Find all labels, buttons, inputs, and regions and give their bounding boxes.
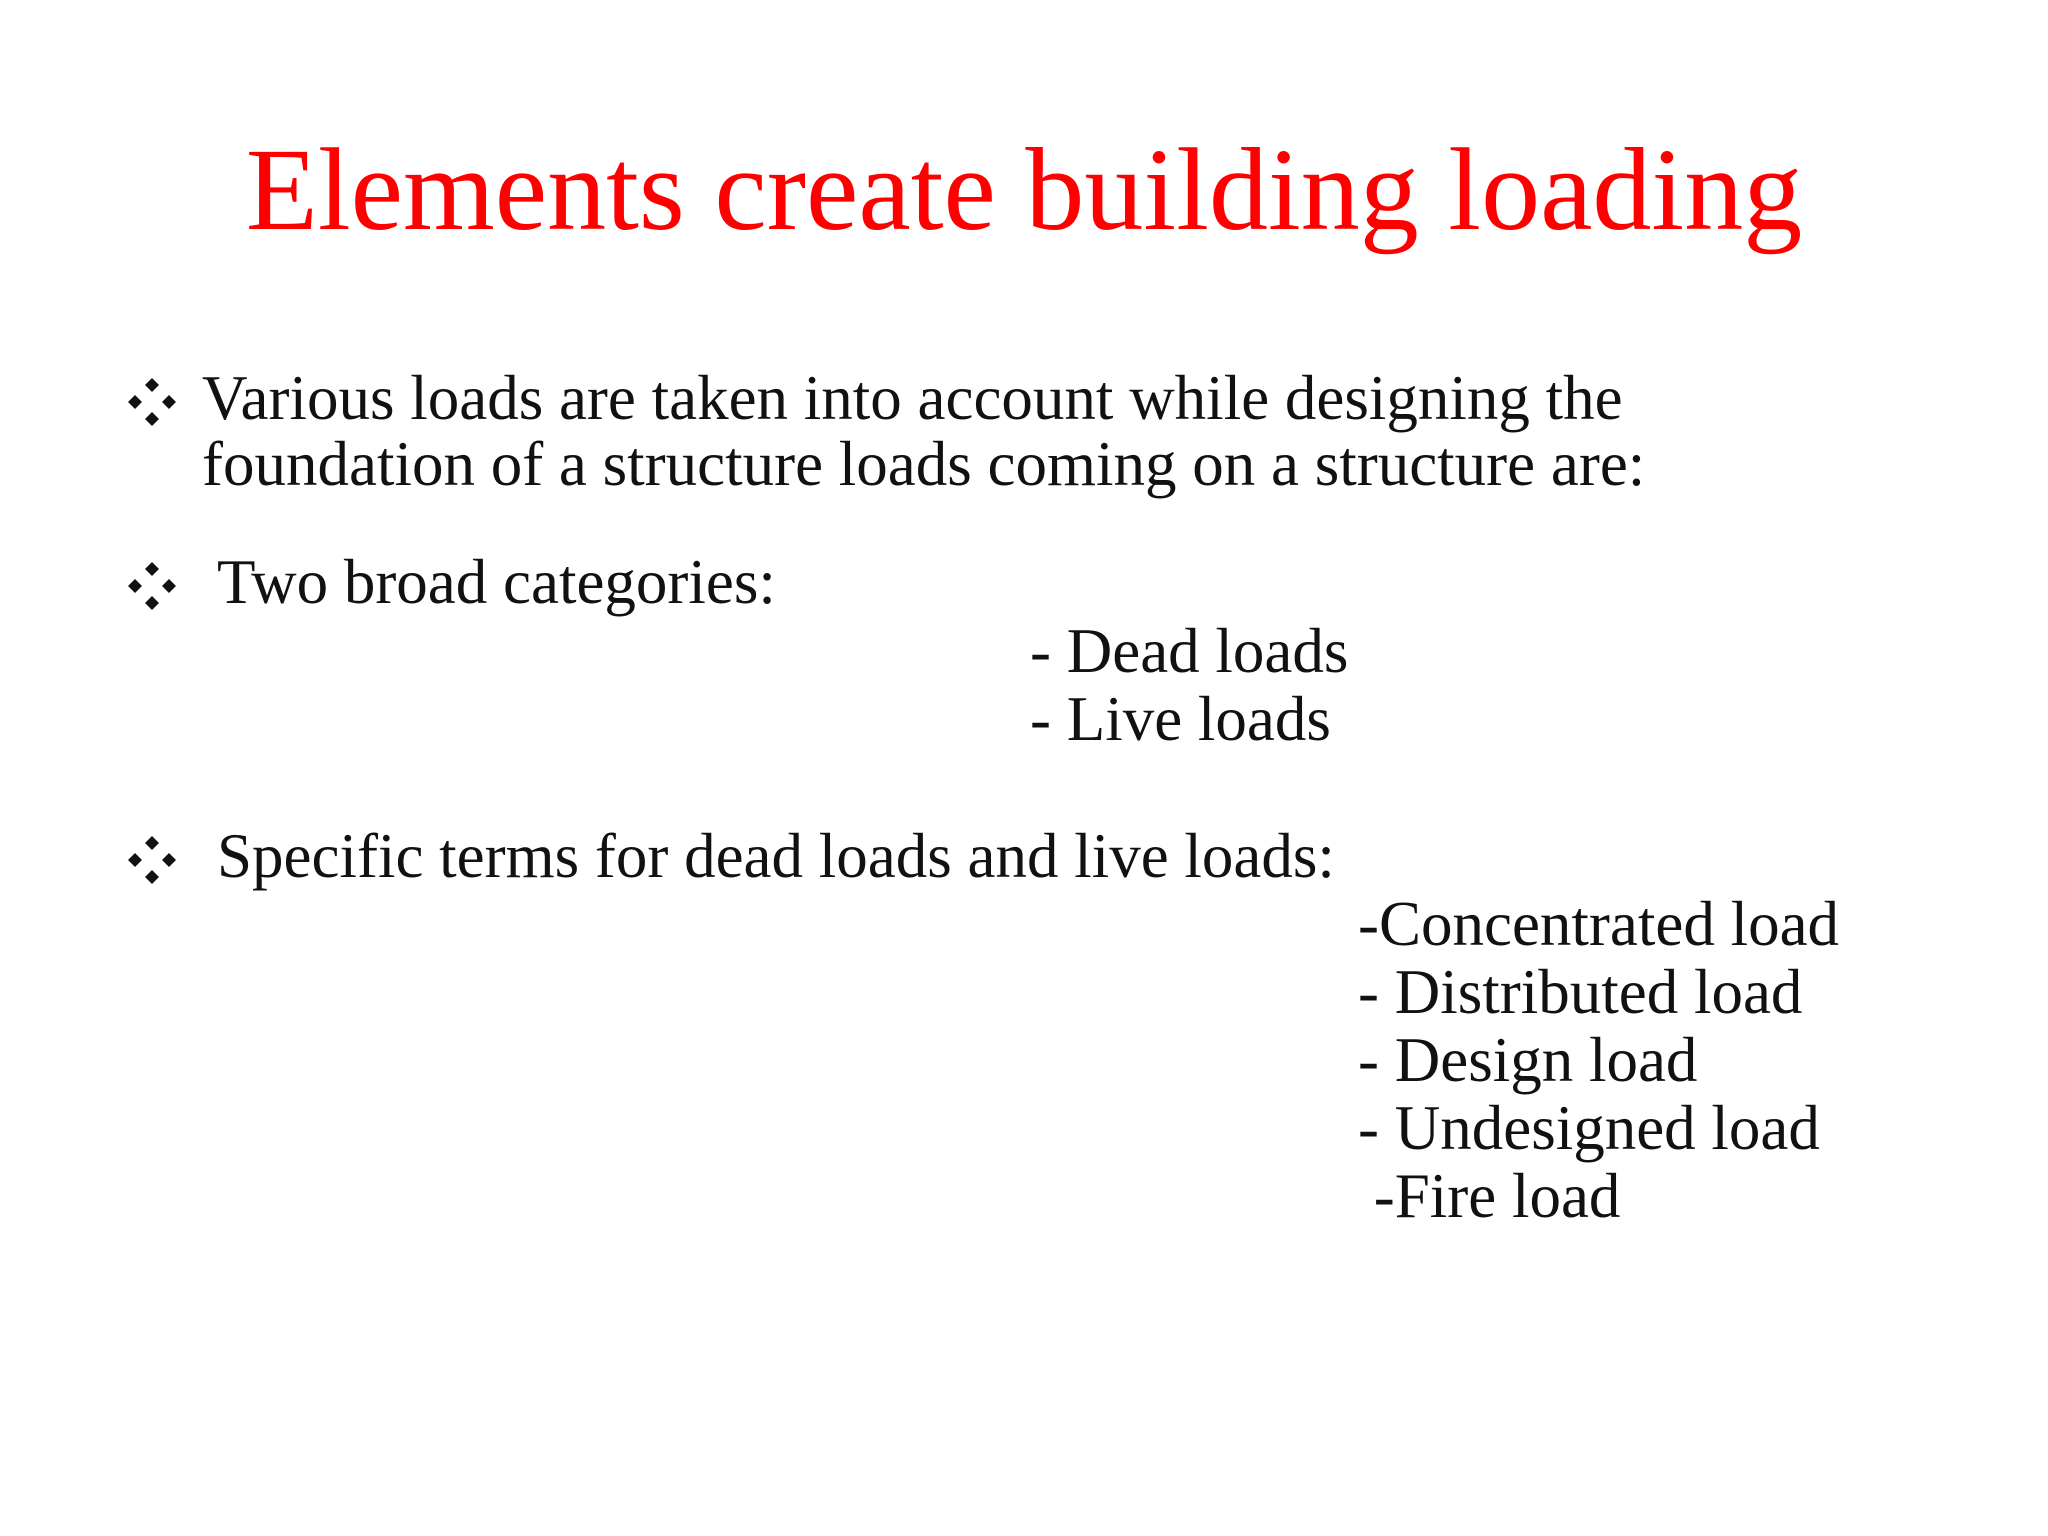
subitem-dead-loads: - Dead loads <box>1030 616 1349 686</box>
subitem-concentrated-load: -Concentrated load <box>1358 889 1840 959</box>
bullet-1-line-2: foundation of a structure loads coming on a structure are: <box>202 429 1646 499</box>
subitem-design-load: - Design load <box>1358 1025 1698 1095</box>
four-diamond-bullet-icon <box>126 376 178 428</box>
subitem-distributed-load: - Distributed load <box>1358 957 1803 1027</box>
bullet-3-line-1: Specific terms for dead loads and live loads: <box>217 821 1335 891</box>
subitem-live-loads: - Live loads <box>1030 684 1331 754</box>
subitem-undesigned-load: - Undesigned load <box>1358 1093 1820 1163</box>
slide-title: Elements create building loading <box>245 124 1803 255</box>
bullet-1-line-1: Various loads are taken into account while designing the <box>202 363 1623 433</box>
four-diamond-bullet-icon <box>126 560 178 612</box>
bullet-2-line-1: Two broad categories: <box>217 547 776 617</box>
four-diamond-bullet-icon <box>126 834 178 886</box>
subitem-fire-load: -Fire load <box>1358 1161 1621 1231</box>
